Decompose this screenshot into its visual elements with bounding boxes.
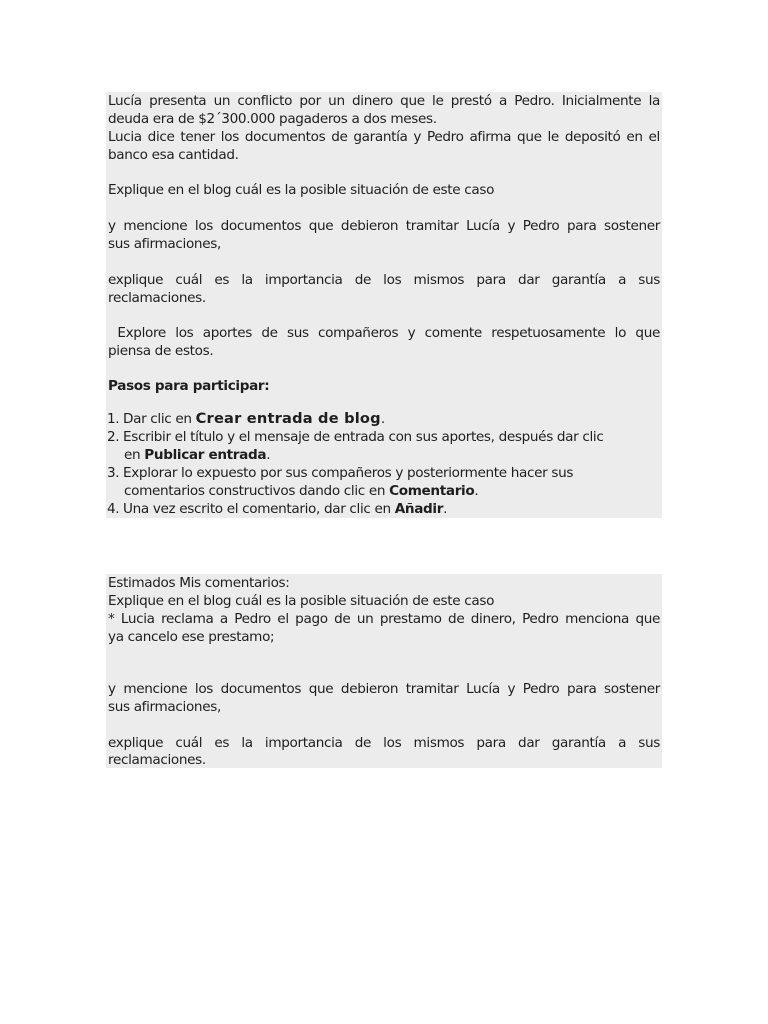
- instruction-explore-line-1: Explore los aportes de sus compañeros y comente respetuosamente lo que: [108, 325, 660, 341]
- step-number: 3.: [107, 465, 120, 481]
- comments-importance-line-2: reclamaciones.: [108, 752, 206, 768]
- comments-text-block: [106, 574, 662, 768]
- intro-line-3: Lucia dice tener los documentos de garantía y Pedro afirma que le depositó en el: [108, 129, 660, 145]
- comments-importance-line-1: explique cuál es la importancia de los mismos para dar garantía a sus: [108, 735, 660, 751]
- step-text: en: [124, 447, 145, 463]
- comments-documents-line-2: sus afirmaciones,: [108, 699, 221, 715]
- comments-question: Explique en el blog cuál es la posible situación de este caso: [108, 593, 495, 609]
- step-item-4: [107, 500, 659, 518]
- steps-list: [107, 410, 659, 518]
- step-number: 1.: [107, 411, 120, 427]
- comments-greeting: Estimados Mis comentarios:: [108, 575, 290, 591]
- step-action-label: Crear entrada de blog: [195, 410, 381, 427]
- step-text: Una vez escrito el comentario, dar clic en: [123, 501, 395, 517]
- intro-line-4: banco esa cantidad.: [108, 147, 239, 163]
- intro-line-1: Lucía presenta un conflicto por un dinero que le prestó a Pedro. Inicialmente la: [108, 93, 660, 109]
- step-punct: .: [443, 501, 448, 517]
- step-punct: .: [380, 411, 385, 427]
- step-action-label: Añadir: [394, 501, 444, 517]
- comments-answer-line-2: ya cancelo ese prestamo;: [108, 629, 275, 645]
- comments-documents-line-1: y mencione los documentos que debieron tramitar Lucía y Pedro para sostener: [108, 681, 660, 697]
- step-item-2: [107, 428, 659, 464]
- instruction-importance-line-1: explique cuál es la importancia de los mismos para dar garantía a sus: [108, 272, 660, 288]
- step-action-label: Comentario: [389, 483, 475, 499]
- instruction-importance-line-2: reclamaciones.: [108, 290, 206, 306]
- step-item-1: [107, 410, 659, 428]
- step-action-label: Publicar entrada: [144, 447, 267, 463]
- step-text: Dar clic en: [123, 411, 196, 427]
- instruction-explore-line-2: piensa de estos.: [108, 343, 214, 359]
- instruction-documents-line-2: sus afirmaciones,: [108, 236, 221, 252]
- intro-line-2: deuda era de $2´300.000 pagaderos a dos meses.: [108, 111, 437, 127]
- comments-answer-line-1: * Lucia reclama a Pedro el pago de un prestamo de dinero, Pedro menciona que: [108, 611, 660, 627]
- step-item-3: [107, 464, 659, 500]
- step-number: 4.: [107, 501, 120, 517]
- step-number: 2.: [107, 429, 120, 445]
- steps-heading: Pasos para participar:: [108, 378, 270, 394]
- step-text: Explorar lo expuesto por sus compañeros y posteriormente hacer sus: [123, 465, 574, 481]
- instruction-explain-situation: Explique en el blog cuál es la posible situación de este caso: [108, 182, 495, 198]
- instruction-documents-line-1: y mencione los documentos que debieron tramitar Lucía y Pedro para sostener: [108, 218, 660, 234]
- assignment-text-block: [106, 92, 662, 518]
- step-punct: .: [474, 483, 479, 499]
- step-text: comentarios constructivos dando clic en: [124, 483, 390, 499]
- step-text: Escribir el título y el mensaje de entrada con sus aportes, después dar clic: [123, 429, 604, 445]
- step-punct: .: [266, 447, 271, 463]
